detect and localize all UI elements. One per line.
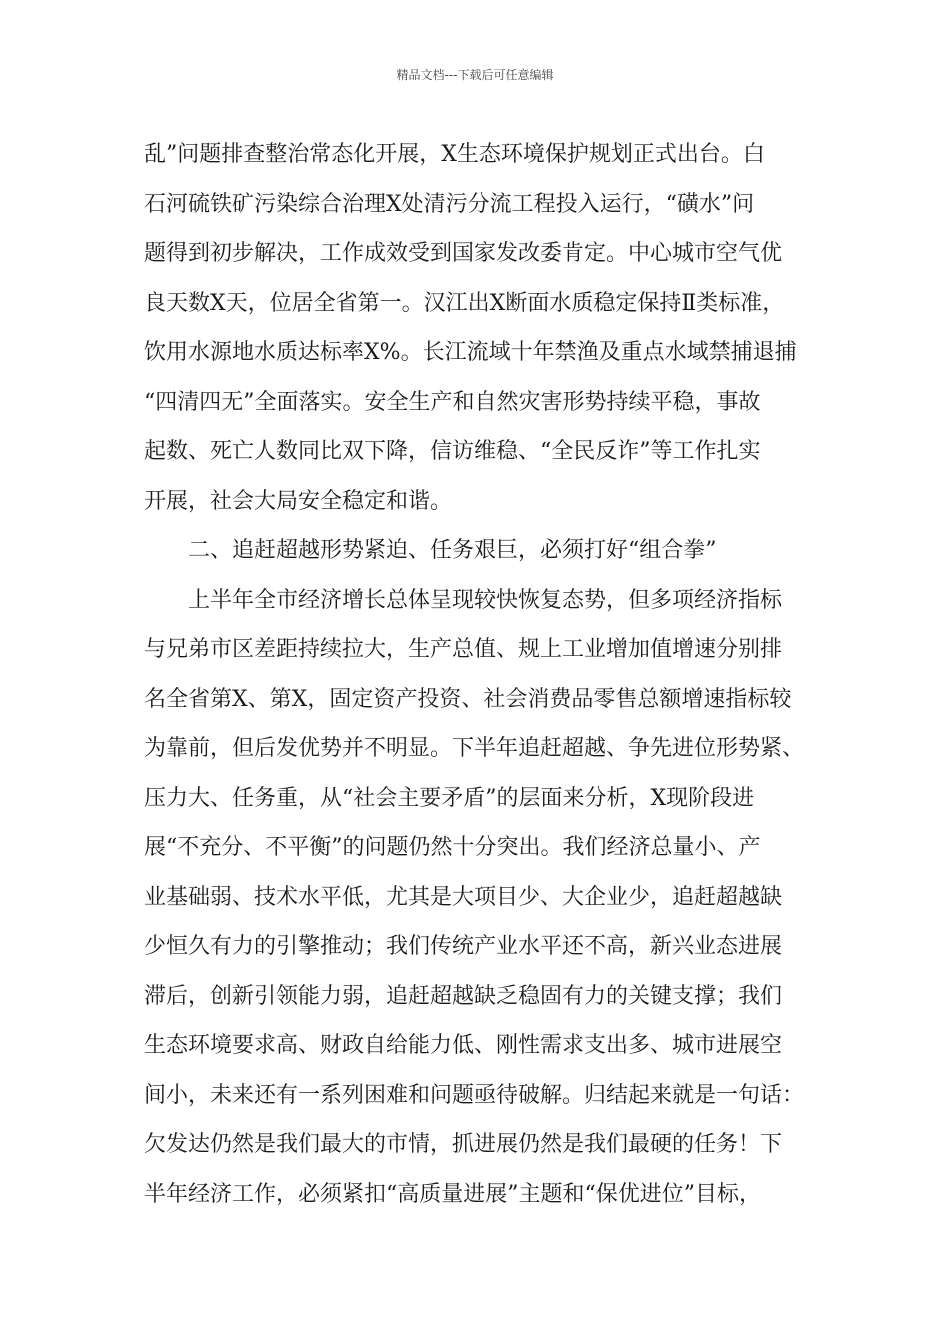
text-line: 少恒久有力的引擎推动；我们传统产业水平还不高，新兴业态进展 bbox=[144, 934, 783, 959]
text-line: 半年经济工作，必须紧扣“高质量进展”主题和“保优进位”目标， bbox=[144, 1181, 761, 1207]
text-line: 业基础弱、技术水平低，尤其是大项目少、大企业少，追赶超越缺 bbox=[144, 884, 783, 910]
paragraph-first-line: 上半年全市经济增长总体呈现较快恢复态势，但多项经济指标 bbox=[188, 587, 783, 613]
text-line: 展“不充分、不平衡”的问题仍然十分突出。我们经济总量小、产 bbox=[144, 835, 761, 860]
text-line: 起数、死亡人数同比双下降，信访维稳、“全民反诈”等工作扎实 bbox=[144, 439, 761, 464]
text-line: 欠发达仍然是我们最大的市情，抓进展仍然是我们最硬的任务！下 bbox=[144, 1132, 783, 1157]
text-line: 生态环境要求高、财政自给能力低、刚性需求支出多、城市进展空 bbox=[144, 1033, 783, 1058]
text-line: 饮用水源地水质达标率X%。长江流域十年禁渔及重点水域禁捕退捕 bbox=[144, 340, 797, 365]
text-line: “四清四无”全面落实。安全生产和自然灾害形势持续平稳，事故 bbox=[144, 389, 761, 415]
text-line: 间小，未来还有一系列困难和问题亟待破解。归结起来就是一句话： bbox=[144, 1082, 805, 1108]
text-line: 滞后，创新引领能力弱，追赶超越缺乏稳固有力的关键支撑；我们 bbox=[144, 983, 783, 1009]
text-line: 压力大、任务重，从“社会主要矛盾”的层面来分析，X现阶段进 bbox=[144, 785, 755, 811]
text-line: 与兄弟市区差距持续拉大，生产总值、规上工业增加值增速分别排 bbox=[144, 637, 783, 662]
text-line: 良天数X天，位居全省第一。汉江出X断面水质稳定保持Ⅱ类标准， bbox=[144, 290, 785, 316]
text-line: 为靠前，但后发优势并不明显。下半年追赶超越、争先进位形势紧、 bbox=[144, 736, 805, 761]
document-body bbox=[144, 130, 824, 1219]
text-line: 题得到初步解决，工作成效受到国家发改委肯定。中心城市空气优 bbox=[144, 241, 783, 266]
text-line: 名全省第X、第X，固定资产投资、社会消费品零售总额增速指标较 bbox=[144, 686, 792, 712]
text-line: 开展，社会大局安全稳定和谐。 bbox=[144, 488, 453, 514]
text-line: 乱”问题排查整治常态化开展，X生态环境保护规划正式出台。白 bbox=[144, 142, 765, 167]
section-heading: 二、追赶超越形势紧迫、任务艰巨，必须打好“组合拳” bbox=[188, 538, 717, 563]
text-line: 石河硫铁矿污染综合治理X处清污分流工程投入运行，“磺水”问 bbox=[144, 191, 755, 217]
page-header: 精品文档---下载后可任意编辑 bbox=[396, 68, 554, 82]
